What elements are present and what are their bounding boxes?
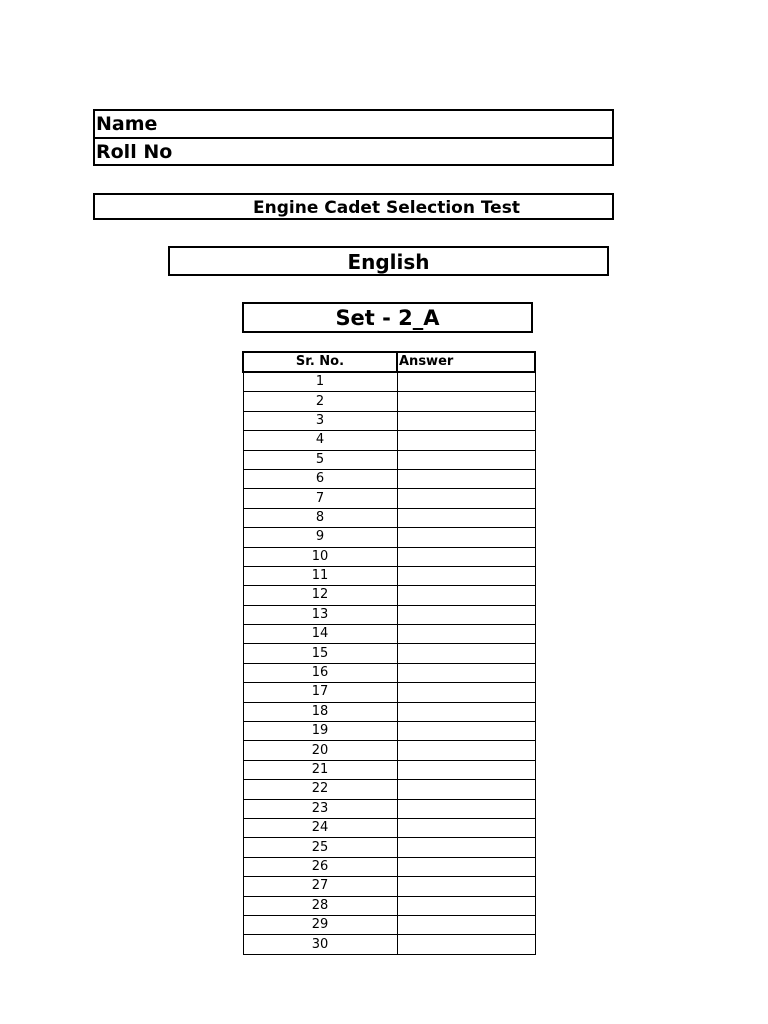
answer-cell[interactable] [397, 605, 535, 624]
table-row [243, 605, 535, 624]
table-row [243, 508, 535, 527]
answer-cell[interactable] [397, 760, 535, 779]
table-row [243, 838, 535, 857]
answer-cell[interactable] [397, 915, 535, 934]
answer-cell[interactable] [397, 625, 535, 644]
answer-cell[interactable] [397, 431, 535, 450]
answer-cell[interactable] [397, 780, 535, 799]
table-row [243, 780, 535, 799]
sr-no-cell: 4 [243, 431, 397, 450]
table-row [243, 760, 535, 779]
answer-table-body [243, 372, 535, 954]
answer-cell[interactable] [397, 857, 535, 876]
roll-no-label: Roll No [96, 141, 173, 163]
answer-cell[interactable] [397, 838, 535, 857]
sr-no-cell: 7 [243, 489, 397, 508]
table-row [243, 935, 535, 954]
table-row [243, 586, 535, 605]
table-row [243, 411, 535, 430]
answer-cell[interactable] [397, 935, 535, 954]
set-title: Set - 2_A [242, 302, 533, 333]
sr-no-cell: 2 [243, 392, 397, 411]
table-row [243, 663, 535, 682]
answer-table [242, 351, 536, 955]
test-title: Engine Cadet Selection Test [93, 193, 614, 220]
sr-no-cell: 10 [243, 547, 397, 566]
answer-cell[interactable] [397, 877, 535, 896]
table-row [243, 818, 535, 837]
table-row [243, 450, 535, 469]
answer-cell[interactable] [397, 372, 535, 392]
table-row [243, 702, 535, 721]
answer-cell[interactable] [397, 683, 535, 702]
table-row [243, 644, 535, 663]
answer-cell[interactable] [397, 818, 535, 837]
sr-no-cell: 13 [243, 605, 397, 624]
sr-no-cell: 3 [243, 411, 397, 430]
name-row [95, 111, 612, 137]
table-row [243, 489, 535, 508]
answer-cell[interactable] [397, 392, 535, 411]
sr-no-cell: 22 [243, 780, 397, 799]
sr-no-cell: 24 [243, 818, 397, 837]
answer-cell[interactable] [397, 586, 535, 605]
answer-cell[interactable] [397, 702, 535, 721]
sr-no-cell: 6 [243, 469, 397, 488]
sr-no-cell: 11 [243, 566, 397, 585]
sr-no-cell: 29 [243, 915, 397, 934]
answer-cell[interactable] [397, 547, 535, 566]
answer-header: Answer [397, 352, 535, 372]
table-row [243, 799, 535, 818]
sr-no-cell: 20 [243, 741, 397, 760]
answer-cell[interactable] [397, 663, 535, 682]
sr-no-cell: 8 [243, 508, 397, 527]
name-label: Name [96, 113, 158, 135]
candidate-info-box [93, 109, 614, 166]
sr-no-cell: 30 [243, 935, 397, 954]
roll-no-row [95, 137, 612, 163]
sr-no-cell: 18 [243, 702, 397, 721]
table-row [243, 431, 535, 450]
table-row [243, 915, 535, 934]
table-row [243, 528, 535, 547]
sr-no-cell: 9 [243, 528, 397, 547]
answer-cell[interactable] [397, 566, 535, 585]
sr-no-cell: 1 [243, 372, 397, 392]
sr-no-cell: 14 [243, 625, 397, 644]
table-row [243, 741, 535, 760]
sr-no-cell: 19 [243, 722, 397, 741]
answer-cell[interactable] [397, 528, 535, 547]
answer-cell[interactable] [397, 741, 535, 760]
sr-no-cell: 5 [243, 450, 397, 469]
answer-cell[interactable] [397, 722, 535, 741]
table-row [243, 392, 535, 411]
sr-no-cell: 26 [243, 857, 397, 876]
sr-no-cell: 28 [243, 896, 397, 915]
table-row [243, 372, 535, 392]
sr-no-cell: 15 [243, 644, 397, 663]
sr-no-header: Sr. No. [243, 352, 397, 372]
table-row [243, 722, 535, 741]
answer-cell[interactable] [397, 508, 535, 527]
answer-cell[interactable] [397, 489, 535, 508]
table-row [243, 469, 535, 488]
table-row [243, 896, 535, 915]
sr-no-cell: 25 [243, 838, 397, 857]
answer-cell[interactable] [397, 450, 535, 469]
sr-no-cell: 16 [243, 663, 397, 682]
answer-cell[interactable] [397, 644, 535, 663]
sr-no-cell: 27 [243, 877, 397, 896]
sr-no-cell: 17 [243, 683, 397, 702]
sr-no-cell: 12 [243, 586, 397, 605]
answer-cell[interactable] [397, 469, 535, 488]
table-row [243, 625, 535, 644]
answer-cell[interactable] [397, 411, 535, 430]
table-row [243, 547, 535, 566]
sr-no-cell: 23 [243, 799, 397, 818]
table-row [243, 857, 535, 876]
answer-cell[interactable] [397, 896, 535, 915]
sr-no-cell: 21 [243, 760, 397, 779]
answer-cell[interactable] [397, 799, 535, 818]
roll-no-field[interactable] [178, 141, 562, 165]
table-row [243, 683, 535, 702]
name-field[interactable] [163, 113, 547, 137]
table-row [243, 566, 535, 585]
subject-title: English [168, 246, 609, 276]
table-row [243, 877, 535, 896]
answer-table-header [243, 352, 535, 372]
